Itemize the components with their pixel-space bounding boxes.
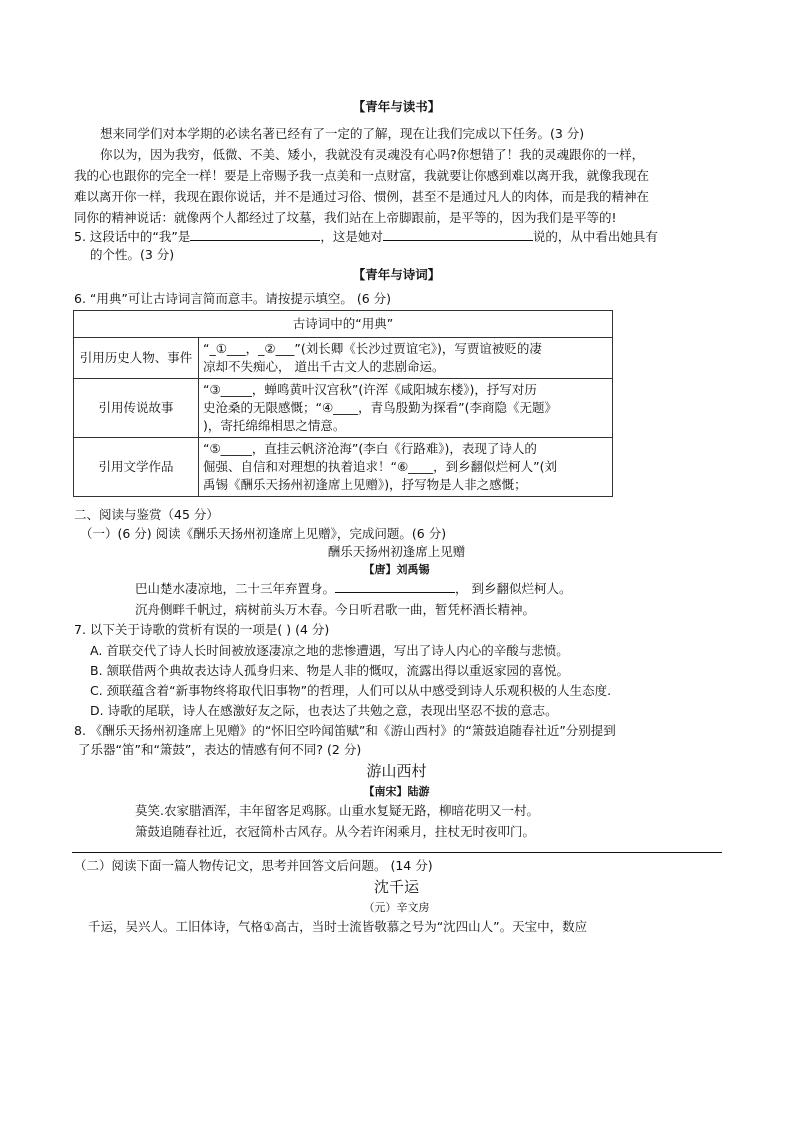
poem2-line-2: 箫鼓追随春社近，衣冠简朴古风存。从今若许闲乘月，拄杖无时夜叩门。 bbox=[135, 824, 536, 839]
table-row bbox=[74, 438, 613, 497]
q5-text-1: 5. 这段话中的“我”是 bbox=[74, 229, 191, 244]
poem1-line-2: 沉舟侧畔千帆过，病树前头万木春。今日听君歌一曲，暂凭杯酒长精神。 bbox=[135, 602, 536, 617]
passage-line: 同你的精神说话：就像两个人都经过了坟墓，我们站在上帝脚跟前，是平等的，因为我们是平等的! bbox=[74, 210, 617, 225]
cell-line: 禹锡《酬乐天扬州初逢席上见赠》)，抒写物是人非之感慨； bbox=[203, 477, 527, 492]
bio-author: （元）辛文房 bbox=[363, 901, 430, 914]
section-two-title: 二、阅读与鉴赏（45 分） bbox=[74, 507, 219, 522]
question-5-line2: 的个性。(3 分) bbox=[90, 247, 175, 262]
poem2-author: 【南宋】陆游 bbox=[363, 785, 430, 798]
poem1-line-1b: ， 到乡翻似烂柯人。 bbox=[455, 581, 572, 596]
section-divider bbox=[72, 852, 722, 853]
poem2-line-1: 莫笑.农家腊酒浑，丰年留客足鸡豚。山重水复疑无路，柳暗花明又一村。 bbox=[135, 803, 539, 818]
poem1-line-1a: 巴山楚水凄凉地，二十三年弃置身。 bbox=[135, 581, 336, 596]
table-row bbox=[74, 338, 613, 379]
bio-line-1: 千运，吴兴人。工旧体诗，气格①高古，当时士流皆敬慕之号为“沈四山人”。天宝中，数应 bbox=[88, 919, 588, 934]
q5-answer-blank-1[interactable] bbox=[190, 228, 320, 241]
cell-line: )，寄托绵绵相思之情意。 bbox=[203, 418, 346, 433]
poem1-line-1 bbox=[135, 580, 572, 598]
question-5 bbox=[74, 228, 658, 246]
table-row bbox=[74, 379, 613, 438]
cell-line: 倔强、自信和对理想的执着追求！“⑥____，到乡翻似烂柯人”(刘 bbox=[203, 459, 558, 474]
cell-line: “⑤_____，直挂云帆济沧海”(李白《行路难》)，表现了诗人的 bbox=[203, 441, 537, 456]
cell-line: 史沧桑的无限感慨；“④____，青鸟殷勤为探看”(李商隐《无题》 bbox=[203, 400, 558, 415]
section-title-reading: 【青年与读书】 bbox=[352, 99, 441, 114]
cell-line: “_①___，_②___”(刘长卿《长沙过贾谊宅》)，写贾谊被贬的凄 bbox=[203, 341, 542, 356]
poem1-answer-blank[interactable] bbox=[335, 580, 455, 593]
question-7: 7. 以下关于诗歌的赏析有误的一项是( ) (4 分) bbox=[74, 622, 330, 637]
q7-option-b: B. 颔联借两个典故表达诗人孤身归来、物是人非的慨叹，流露出得以重返家园的喜悦。 bbox=[90, 663, 570, 678]
passage-line: 你以为，因为我穷，低微、不美、矮小，我就没有灵魂没有心吗?你想错了！我的灵魂跟你的一样， bbox=[100, 147, 645, 162]
table-cell-content bbox=[199, 438, 613, 497]
part-one-heading: （一）(6 分) 阅读《酬乐天扬州初逢席上见赠》，完成问题。(6 分) bbox=[80, 526, 447, 541]
poem1-author: 【唐】刘禹锡 bbox=[363, 563, 430, 576]
q7-option-d: D. 诗歌的尾联，诗人在感激好友之际，也表达了共勉之意，表现出坚忍不拔的意志。 bbox=[90, 703, 558, 718]
question-8-line2: 了乐器“笛”和“箫鼓”，表达的情感有何不同? (2 分) bbox=[78, 742, 362, 757]
cell-line: 凉却不失痴心， 道出千古文人的悲剧命运。 bbox=[203, 359, 445, 374]
reading-intro: 想来同学们对本学期的必读名著已经有了一定的了解，现在让我们完成以下任务。(3 分) bbox=[100, 126, 585, 141]
table-cell-category: 引用历史人物、事件 bbox=[74, 338, 199, 379]
cell-line: “③_____，蝉鸣黄叶汉宫秋”(许浑《咸阳城东楼》)，抒写对历 bbox=[203, 382, 537, 397]
passage-line: 我的心也跟你的完全一样！要是上帝赐予我一点美和一点财富，我就要让你感到难以离开我，就像我现在 bbox=[74, 168, 650, 183]
table-cell-category: 引用文学作品 bbox=[74, 438, 199, 497]
table-cell-category: 引用传说故事 bbox=[74, 379, 199, 438]
poem2-title: 游山西村 bbox=[366, 762, 427, 780]
q5-text-3: 说的，从中看出她具有 bbox=[532, 229, 658, 244]
question-8-line1: 8. 《酬乐天扬州初逢席上见赠》的“怀旧空吟闻笛赋”和《游山西村》的“箫鼓追随春社近”分别提到 bbox=[74, 723, 616, 738]
allusion-table bbox=[73, 310, 613, 497]
table-header: 古诗词中的“用典” bbox=[74, 311, 613, 338]
q5-text-2: ，这是她对 bbox=[320, 229, 383, 244]
bio-title: 沈千运 bbox=[373, 878, 419, 896]
table-cell-content bbox=[199, 379, 613, 438]
part-two-heading: （二）阅读下面一篇人物传记文，思考并回答文后问题。 (14 分) bbox=[74, 858, 433, 873]
question-6: 6. “用典”可让古诗词言简而意丰。请按提示填空。 (6 分) bbox=[74, 291, 392, 306]
table-cell-content bbox=[199, 338, 613, 379]
q7-option-c: C. 颈联蕴含着“新事物终将取代旧事物”的哲理，人们可以从中感受到诗人乐观积极的人生态度. bbox=[90, 683, 612, 698]
section-title-poetry: 【青年与诗词】 bbox=[352, 267, 441, 282]
q5-answer-blank-2[interactable] bbox=[383, 228, 533, 241]
poem1-title: 酬乐天扬州初逢席上见赠 bbox=[327, 544, 466, 559]
q7-option-a: A. 首联交代了诗人长时间被放逐凄凉之地的悲惨遭遇，写出了诗人内心的辛酸与悲愤。 bbox=[90, 643, 569, 658]
passage-line: 难以离开你一样，我现在跟你说话，并不是通过习俗、惯例，甚至不是通过凡人的肉体，而是我的精神在 bbox=[74, 189, 650, 204]
